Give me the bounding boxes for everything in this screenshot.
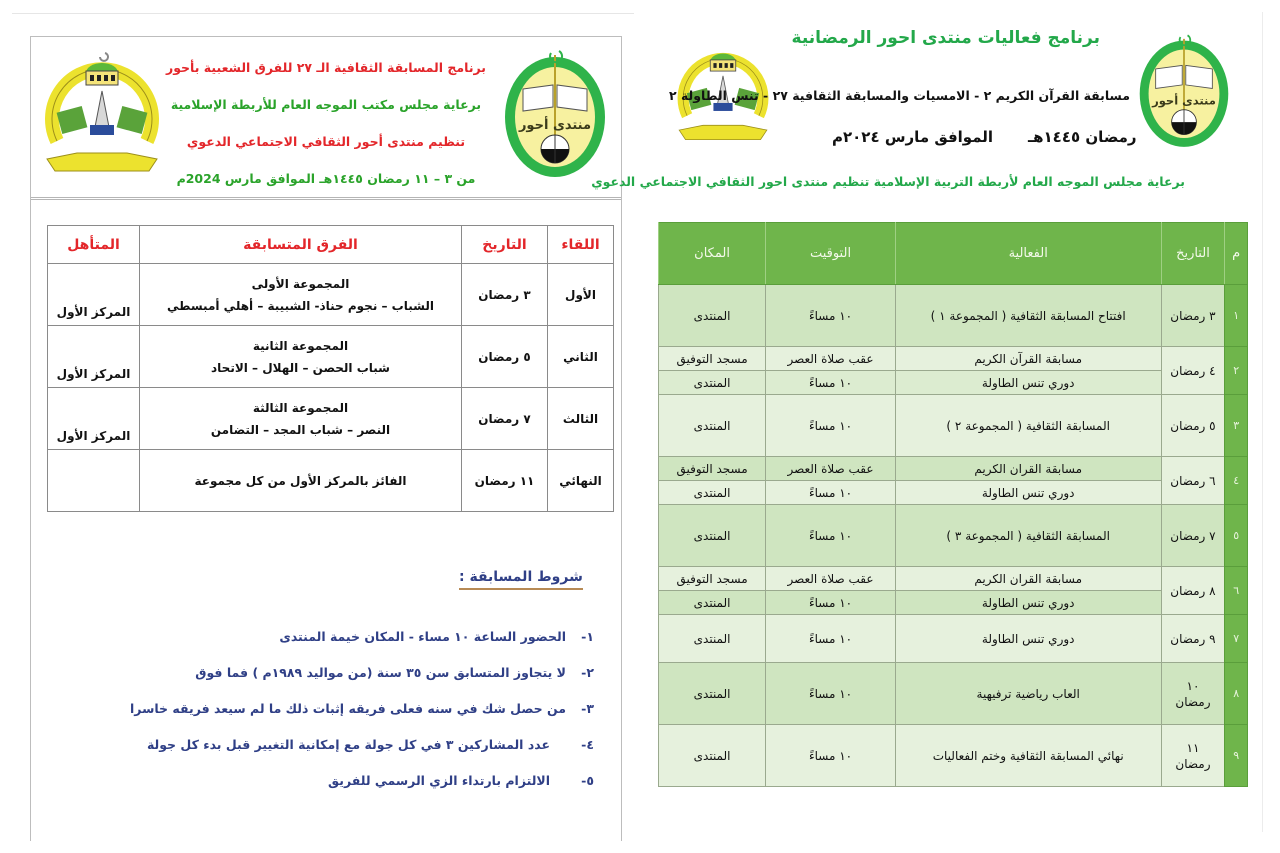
group-name: المجموعة الأولى: [251, 276, 350, 291]
table-row: [659, 591, 1248, 615]
date-cell: ٨ رمضان: [1161, 567, 1225, 615]
forum-logo-icon: [499, 45, 611, 185]
condition-number: ٤-: [581, 737, 594, 752]
event-cell: مسابقة القرآن الكريم: [895, 347, 1161, 371]
time-cell: ١٠ مساءً: [766, 395, 896, 457]
team-list: الشباب – نجوم حناذ- الشبيبة – أهلي أمبسطي: [167, 298, 434, 313]
col-header-place: المكان: [659, 223, 766, 285]
condition-number: ٣-: [581, 701, 594, 716]
date-cell: ٣ رمضان: [1161, 285, 1225, 347]
place-cell: المنتدى: [659, 395, 766, 457]
event-cell: مسابقة القران الكريم: [895, 567, 1161, 591]
col-header-date: التاريخ: [1161, 223, 1225, 285]
forum-logo-icon: [1130, 30, 1238, 154]
qualifier-cell: [48, 450, 140, 512]
condition-number: ٥-: [581, 773, 594, 788]
left-header-text: [161, 49, 491, 197]
col-header-time: التوقيت: [766, 223, 896, 285]
date-cell: ٦ رمضان: [1161, 457, 1225, 505]
condition-item: [71, 619, 594, 655]
table-row: [659, 457, 1248, 481]
table-row: [48, 388, 614, 450]
row-number: ٣: [1225, 395, 1248, 457]
table-row: [659, 663, 1248, 725]
condition-item: [71, 691, 594, 727]
teams-cell: [140, 264, 462, 326]
date-day: ١١: [1186, 740, 1200, 755]
col-header-event: الفعالية: [895, 223, 1161, 285]
event-cell: المسابقة الثقافية ( المجموعة ٢ ): [895, 395, 1161, 457]
table-row: [659, 285, 1248, 347]
time-cell: ١٠ مساءً: [766, 591, 896, 615]
event-cell: نهائي المسابقة الثقافية وختم الفعاليات: [895, 725, 1161, 787]
conditions-list: [71, 619, 594, 799]
time-cell: عقب صلاة العصر: [766, 567, 896, 591]
table-row: [659, 481, 1248, 505]
date-cell: ٧ رمضان: [462, 388, 548, 450]
event-cell: دوري تنس الطاولة: [895, 481, 1161, 505]
time-cell: عقب صلاة العصر: [766, 457, 896, 481]
hijri-date: رمضان ١٤٤٥هـ: [1028, 128, 1137, 146]
place-cell: المنتدى: [659, 663, 766, 725]
date-month: رمضان: [1175, 756, 1211, 771]
table-row: [659, 567, 1248, 591]
col-header-qualifier: المتأهل: [48, 226, 140, 264]
table-row: [659, 347, 1248, 371]
patron-line: برعاية مجلس الموجه العام لأربطة التربية الإسلامية تنظيم منتدى احور الثقافي الاجتماعي الدعوي: [591, 174, 1185, 189]
col-header-teams: الفرق المتسابقة: [140, 226, 462, 264]
date-cell: [1161, 725, 1225, 787]
condition-text: الحضور الساعة ١٠ مساء - المكان خيمة المنتدى: [279, 629, 566, 644]
place-cell: مسجد التوفيق: [659, 567, 766, 591]
time-cell: ١٠ مساءً: [766, 615, 896, 663]
place-cell: المنتدى: [659, 591, 766, 615]
table-row: [48, 326, 614, 388]
row-number: ٥: [1225, 505, 1248, 567]
date-cell: ١١ رمضان: [462, 450, 548, 512]
event-cell: افتتاح المسابقة الثقافية ( المجموعة ١ ): [895, 285, 1161, 347]
round-cell: النهائي: [548, 450, 614, 512]
condition-text: لا يتجاوز المتسابق سن ٣٥ سنة (من مواليد ١٩٨٩م ) فما فوق: [195, 665, 566, 680]
table-row: [659, 615, 1248, 663]
place-cell: المنتدى: [659, 505, 766, 567]
condition-text: عدد المشاركين ٣ في كل جولة مع إمكانية التغيير قبل بدء كل جولة: [146, 737, 550, 752]
date-cell: ٧ رمضان: [1161, 505, 1225, 567]
date-cell: ٩ رمضان: [1161, 615, 1225, 663]
event-cell: دوري تنس الطاولة: [895, 615, 1161, 663]
team-list: النصر – شباب المجد – التضامن: [210, 422, 391, 437]
condition-number: ١-: [581, 629, 594, 644]
event-cell: العاب رياضية ترفيهية: [895, 663, 1161, 725]
date-day: ١٠: [1186, 678, 1200, 693]
col-header-round: اللقاء: [548, 226, 614, 264]
teams-cell: الفائز بالمركز الأول من كل مجموعة: [140, 450, 462, 512]
forum-logo-text: منتدى أحور: [518, 118, 592, 133]
round-cell: الأول: [548, 264, 614, 326]
emblem-logo-icon: [37, 41, 167, 189]
row-number: ٦: [1225, 567, 1248, 615]
date-cell: ٤ رمضان: [1161, 347, 1225, 395]
place-cell: المنتدى: [659, 371, 766, 395]
event-cell: دوري تنس الطاولة: [895, 371, 1161, 395]
organizer-line: تنظيم منتدى أحور الثقافي الاجتماعي الدعوي: [186, 134, 466, 149]
condition-item: [71, 763, 594, 799]
place-cell: المنتدى: [659, 725, 766, 787]
right-document: [591, 18, 1260, 833]
condition-text: الالتزام بارتداء الزي الرسمي للفريق: [327, 773, 550, 788]
program-title: برنامج فعاليات منتدى احور الرمضانية: [791, 28, 1100, 48]
place-cell: مسجد التوفيق: [659, 347, 766, 371]
table-row: [48, 450, 614, 512]
row-number: ٤: [1225, 457, 1248, 505]
place-cell: المنتدى: [659, 481, 766, 505]
program-subtitle: مسابقة القرآن الكريم ٢ - الامسيات والمسابقة الثقافية ٢٧ - تنس الطاولة ٢: [668, 88, 1130, 103]
col-header-number: م: [1225, 223, 1248, 285]
round-cell: الثالث: [548, 388, 614, 450]
event-cell: مسابقة القران الكريم: [895, 457, 1161, 481]
row-number: ٩: [1225, 725, 1248, 787]
round-cell: الثاني: [548, 326, 614, 388]
condition-item: [71, 727, 594, 763]
table-row: [659, 505, 1248, 567]
qualifier-cell: المركز الأول: [48, 264, 140, 326]
place-cell: المنتدى: [659, 285, 766, 347]
left-document: [30, 36, 622, 841]
time-cell: ١٠ مساءً: [766, 371, 896, 395]
time-cell: ١٠ مساءً: [766, 725, 896, 787]
date-cell: ٥ رمضان: [462, 326, 548, 388]
place-cell: المنتدى: [659, 615, 766, 663]
top-divider: [12, 13, 634, 14]
date-cell: ٥ رمضان: [1161, 395, 1225, 457]
group-name: المجموعة الثانية: [252, 338, 349, 353]
table-row: [659, 371, 1248, 395]
matches-table: [47, 225, 614, 512]
table-row: [659, 395, 1248, 457]
conditions-title: شروط المسابقة :: [459, 569, 583, 590]
table-row: [48, 264, 614, 326]
left-header: [31, 37, 621, 200]
date-month: رمضان: [1175, 694, 1211, 709]
row-number: ٨: [1225, 663, 1248, 725]
condition-text: من حصل شك في سنه فعلى فريقه إثبات ذلك ما لم سيعد فريقه خاسرا: [130, 701, 566, 716]
row-number: ٢: [1225, 347, 1248, 395]
time-cell: عقب صلاة العصر: [766, 347, 896, 371]
sponsor-line: برعاية مجلس مكتب الموجه العام للأربطة الإسلامية: [170, 97, 482, 112]
row-number: ١: [1225, 285, 1248, 347]
event-cell: المسابقة الثقافية ( المجموعة ٣ ): [895, 505, 1161, 567]
teams-cell: [140, 388, 462, 450]
forum-logo-text: منتدى أحور: [1152, 93, 1216, 108]
time-cell: ١٠ مساءً: [766, 505, 896, 567]
time-cell: ١٠ مساءً: [766, 481, 896, 505]
teams-cell: [140, 326, 462, 388]
right-divider: [1262, 12, 1263, 832]
time-cell: ١٠ مساءً: [766, 285, 896, 347]
event-cell: دوري تنس الطاولة: [895, 591, 1161, 615]
qualifier-cell: المركز الأول: [48, 388, 140, 450]
time-cell: ١٠ مساءً: [766, 663, 896, 725]
competition-title: برنامج المسابقة الثقافية الـ ٢٧ للفرق الشعبية بأحور: [166, 60, 486, 75]
col-header-date: التاريخ: [462, 226, 548, 264]
condition-number: ٢-: [581, 665, 594, 680]
qualifier-cell: المركز الأول: [48, 326, 140, 388]
gregorian-date: الموافق مارس ٢٠٢٤م: [832, 128, 994, 146]
row-number: ٧: [1225, 615, 1248, 663]
condition-item: [71, 655, 594, 691]
date-cell: [1161, 663, 1225, 725]
events-table: [658, 222, 1248, 787]
table-row: [659, 725, 1248, 787]
team-list: شباب الحصن – الهلال – الاتحاد: [211, 360, 390, 375]
date-range-line: من ٣ – ١١ رمضان ١٤٤٥هـ الموافق مارس 2024م: [176, 171, 476, 186]
date-cell: ٣ رمضان: [462, 264, 548, 326]
group-name: المجموعة الثالثة: [252, 400, 349, 415]
place-cell: مسجد التوفيق: [659, 457, 766, 481]
